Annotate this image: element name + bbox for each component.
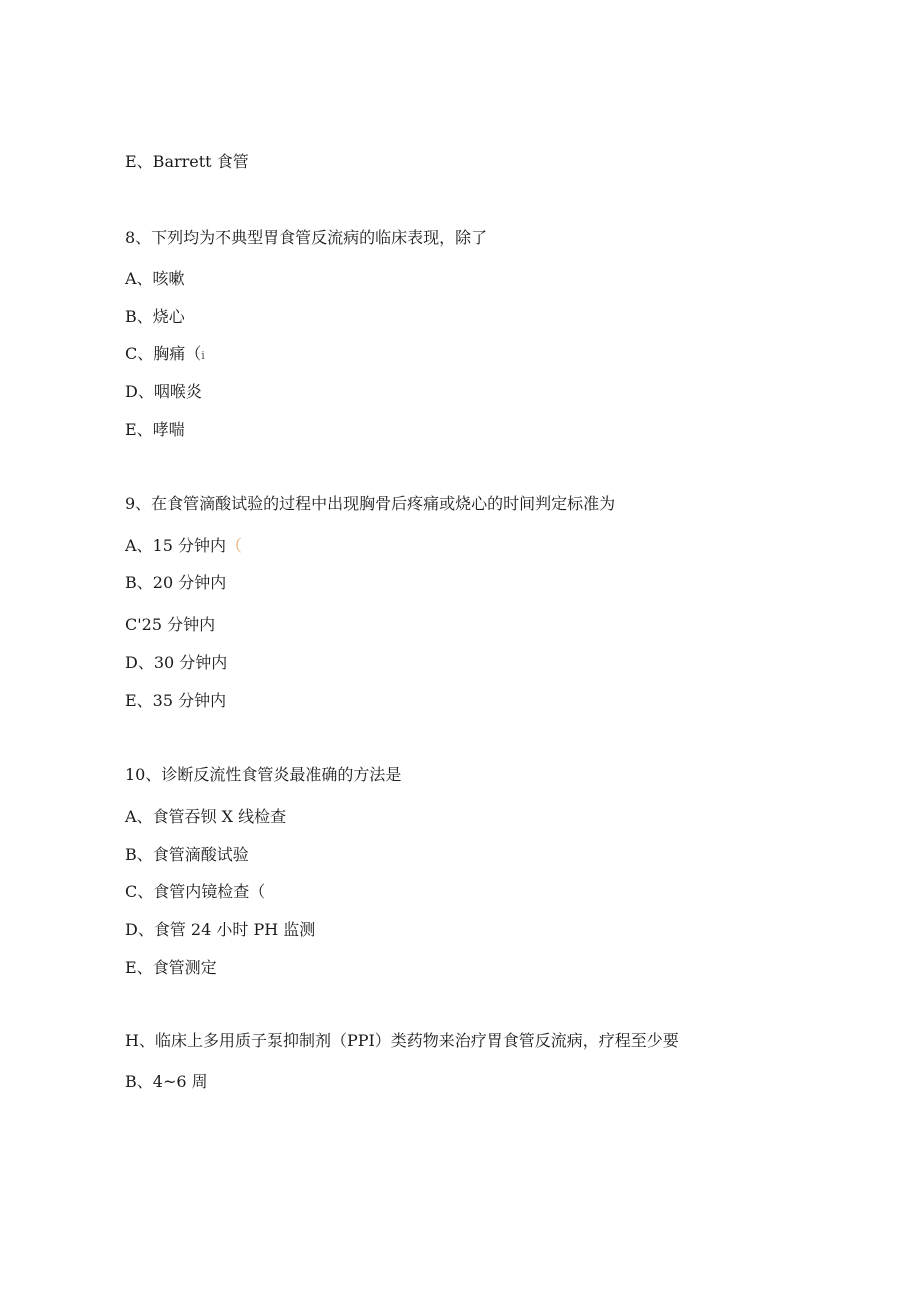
option-e-previous: E、Barrett 食管 (125, 152, 249, 171)
question-10: 10、诊断反流性食管炎最准确的方法是 (125, 765, 402, 784)
question-9-option-a-text: A、15 分钟内 (125, 536, 227, 555)
question-8: 8、下列均为不典型胃食管反流病的临床表现，除了 (125, 228, 488, 247)
question-9-option-b: B、20 分钟内 (125, 573, 227, 592)
stray-mark: i (201, 349, 205, 362)
question-10-option-b: B、食管滴酸试验 (125, 845, 249, 864)
question-11: H、临床上多用质子泵抑制剂（PPI）类药物来治疗胃食管反流病，疗程至少要 (125, 1031, 679, 1050)
question-8-option-e: E、哮喘 (125, 420, 185, 439)
question-9-option-c: C'25 分钟内 (125, 615, 216, 634)
stray-mark: （ (226, 536, 243, 555)
question-9-option-d: D、30 分钟内 (125, 653, 228, 672)
question-10-option-d: D、食管 24 小时 PH 监测 (125, 920, 316, 939)
question-8-option-b: B、烧心 (125, 307, 185, 326)
question-8-option-c-text: C、胸痛（ (125, 344, 202, 363)
question-8-option-d: D、咽喉炎 (125, 382, 202, 401)
question-8-option-a: A、咳嗽 (125, 269, 185, 288)
question-9: 9、在食管滴酸试验的过程中出现胸骨后疼痛或烧心的时间判定标准为 (125, 494, 616, 513)
question-9-option-e: E、35 分钟内 (125, 691, 227, 710)
question-10-option-a: A、食管吞钡 X 线检查 (125, 807, 287, 826)
question-9-option-a (125, 536, 242, 556)
question-11-option-b: B、4~6 周 (125, 1072, 208, 1091)
question-8-option-c (125, 344, 205, 366)
question-10-option-c: C、食管内镜检查（ (125, 882, 266, 901)
question-10-option-e: E、食管测定 (125, 958, 217, 977)
